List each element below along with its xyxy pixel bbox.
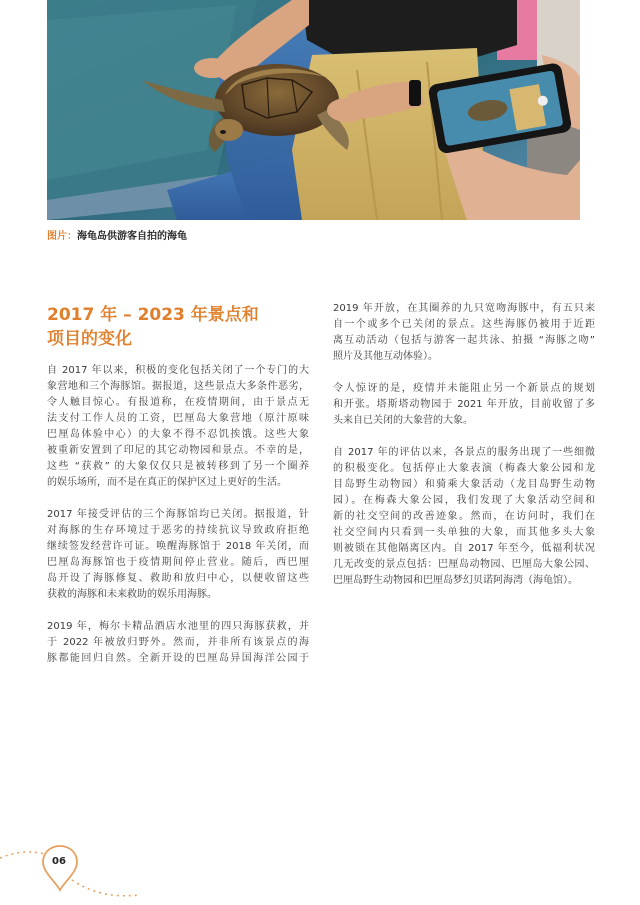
text-line: 自 2017 年的评估以来，各景点的服务出现了一些细微 (333, 447, 595, 458)
text-line: 和开张。塔斯塔动物园于 2021 年开放，目前收留了多 (333, 399, 595, 410)
text-line: 的积极变化。包括停止大象表演（梅森大象公园和龙 (333, 463, 595, 474)
text-line: 2019 年，梅尔卡精品酒店水池里的四只海豚获救，并 (47, 621, 309, 632)
text-line: 头来自已关闭的大象营的大象。 (333, 415, 473, 426)
paragraph-dolphinariums (47, 507, 309, 603)
text-line: 则被锁在其他隔离区内。自 2017 年至今，低福利状况 (333, 543, 595, 554)
text-line: 豚都能回归自然。全新开设的巴厘岛异国海洋公园于 (47, 653, 309, 664)
caption-label: 图片： (47, 231, 77, 242)
photo-caption (47, 227, 187, 242)
heading-line-2: 项目的变化 (47, 329, 132, 349)
text-line: 社交空间内只看到一头单独的大象，而其他多头大象 (333, 527, 595, 538)
text-line: 自一个或多个已关闭的景点。这些海豚仍被用于近距 (333, 319, 595, 330)
text-line: 2019 年开放，在其圈养的九只宽吻海豚中，有五只来 (333, 303, 595, 314)
text-line: 照片及其他互动体验）。 (333, 351, 438, 362)
text-line: 继续签发经营许可证。唤醒海豚馆于 2018 年关闭，而 (47, 541, 309, 552)
text-line: 几无改变的景点包括：巴厘岛动物园、巴厘岛大象公园、 (333, 559, 595, 570)
text-line: 巴厘岛海豚馆也于疫情期间停止营业。随后，西巴厘 (47, 557, 309, 568)
paragraph-new-zoo (333, 381, 595, 429)
paragraph-service-changes (333, 445, 595, 589)
text-line: 的娱乐场所，而不是在真正的保护区过上更好的生活。 (47, 477, 287, 488)
text-line: 令人惊讶的是，疫情并未能阻止另一个新景点的规划 (333, 383, 595, 394)
text-line: 于 2022 年被放归野外。然而，并非所有该景点的海 (47, 637, 309, 648)
heading-line-1: 2017 年 – 2023 年景点和 (47, 305, 259, 325)
text-line: 这些 “获救” 的大象仅仅只是被转移到了另一个圈养 (47, 461, 309, 472)
paragraph-exotic-marine-park (333, 301, 595, 365)
caption-text: 海龟岛供游客自拍的海龟 (77, 231, 187, 242)
text-line: 象营地和三个海豚馆。据报道，这些景点大多条件恶劣， (47, 381, 309, 392)
text-line: 岛开设了海豚修复、救助和放归中心，以便收留这些 (47, 573, 309, 584)
text-line: 获救的海豚和未来救助的娱乐用海豚。 (47, 589, 217, 600)
text-line: 新的社交空间的改善迹象。然而，在访问时，我们在 (333, 511, 595, 522)
text-line: 巴厘岛体验中心）的大象不得不忍饥挨饿。这些大象 (47, 429, 309, 440)
page-number: 06 (52, 856, 66, 867)
footer-trail-decoration (0, 840, 140, 905)
text-line: 巴厘岛野生动物园和巴厘岛梦幻贝诺阿海湾（海龟馆）。 (333, 575, 578, 586)
location-pin-icon (43, 846, 77, 890)
section-heading (47, 303, 307, 351)
right-column (333, 301, 595, 605)
text-line: 法支付工作人员的工资，巴厘岛大象营地（原汁原味 (47, 413, 309, 424)
paragraph-closures (47, 363, 309, 491)
left-column (47, 363, 309, 683)
text-line: 目岛野生动物园）和骑乘大象活动（龙目岛野生动物 (333, 479, 595, 490)
turtle-photo (47, 0, 580, 220)
text-line: 离互动活动（包括与游客一起共泳、拍摄 “海豚之吻” (333, 335, 595, 346)
text-line: 令人触目惊心。有报道称，在疫情期间，由于景点无 (47, 397, 309, 408)
text-line: 被重新安置到了印尼的其它动物园和景点。不幸的是， (47, 445, 309, 456)
text-line: 园）。在梅森大象公园，我们发现了大象活动空间和 (333, 495, 595, 506)
text-line: 2017 年接受评估的三个海豚馆均已关闭。据报道，针 (47, 509, 309, 520)
text-line: 对海豚的生存环境过于恶劣的持续抗议导致政府拒绝 (47, 525, 309, 536)
paragraph-rescue (47, 619, 309, 667)
text-line: 自 2017 年以来，积极的变化包括关闭了一个专门的大 (47, 365, 309, 376)
